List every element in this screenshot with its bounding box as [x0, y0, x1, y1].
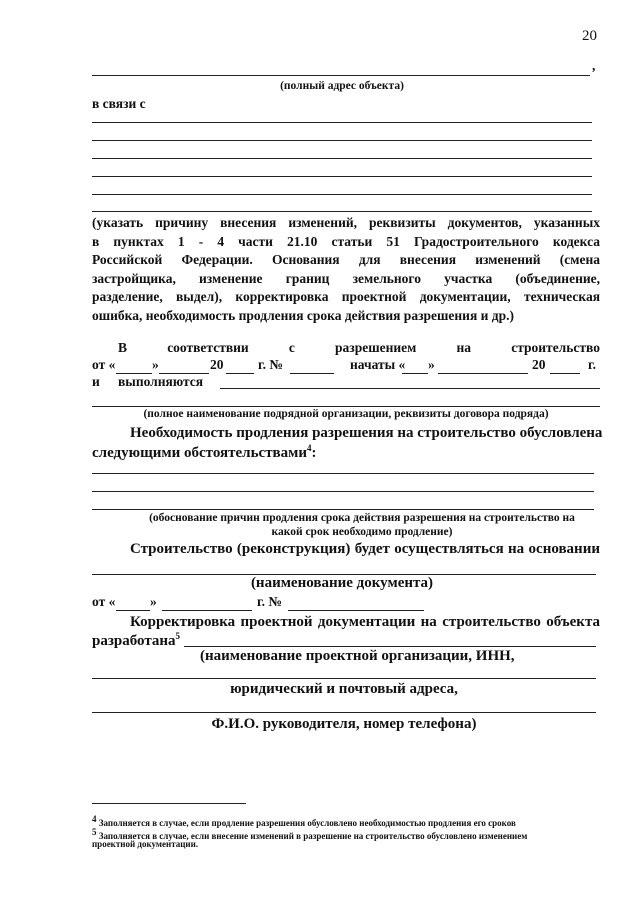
permit-quote-close: » [152, 357, 159, 372]
permit-number-line [290, 373, 334, 374]
footnote-5-num: 5 [92, 827, 97, 837]
extension-colon: : [311, 445, 317, 461]
reason-instructions-line: в пунктах 1 - 4 части 21.10 статьи 51 Градостроительного кодекса [92, 233, 600, 249]
permit-and: и [92, 374, 100, 389]
reason-instructions-line: разделение, выдел), корректировка проектной документации, техническая [92, 289, 600, 304]
reason-line-5 [92, 194, 592, 195]
permit-year-prefix: 20 [210, 357, 224, 372]
design-line-2 [92, 631, 180, 650]
address-line [92, 75, 590, 76]
extension-line-2 [92, 443, 317, 462]
design-caption-address: юридический и почтовый адреса, [230, 681, 458, 697]
construction-number-line [288, 610, 424, 611]
reason-line-1 [92, 122, 592, 123]
footnote-separator [92, 803, 246, 804]
extension-line-b [92, 491, 594, 492]
address-comma: , [592, 58, 596, 73]
permit-year-line [226, 373, 254, 374]
contractor-caption: (полное наименование подрядной организации, реквизиты договора подряда) [143, 408, 549, 420]
extension-caption-1: (обоснование причин продления срока действия разрешения на строительство на [149, 512, 575, 524]
extension-caption-2: какой срок необходимо продление) [271, 526, 453, 538]
address-caption: (полный адрес объекта) [280, 80, 404, 92]
design-caption-head: Ф.И.О. руководителя, номер телефона) [211, 716, 477, 732]
started-month-line [438, 373, 528, 374]
design-line-1: Корректировка проектной документации на строительство объекта [130, 614, 600, 630]
started-year-line [550, 373, 580, 374]
permit-word: с [288, 340, 295, 355]
started-quote-close: » [428, 357, 435, 372]
design-caption-org: (наименование проектной организации, ИНН, [200, 648, 515, 664]
started-g: г. [588, 357, 596, 372]
started-year-prefix: 20 [532, 357, 546, 372]
construction-date-line [162, 610, 252, 611]
construction-number-label: г. № [257, 594, 282, 609]
reason-line-2 [92, 140, 592, 141]
permit-performed: выполняются [118, 374, 204, 389]
construction-quote-close: » [150, 594, 157, 609]
footnote-5-text: Заполняется в случае, если внесение изменений в разрешение на строительство обусловлено изменением [98, 831, 528, 841]
permit-from: от « [92, 357, 116, 372]
permit-word: соответствии [167, 340, 249, 355]
footnote-5-cont: проектной документации. [92, 839, 199, 849]
construction-day-line [116, 610, 150, 611]
performed-line [220, 388, 600, 389]
page-number: 20 [582, 28, 597, 44]
reason-instructions-line: (указать причину внесения изменений, реквизиты документов, указанных [92, 215, 600, 230]
started-day-line [402, 373, 428, 374]
reason-instructions-line: ошибка, необходимость продления срока действия разрешения и др.) [92, 307, 514, 323]
construction-doc-caption: (наименование документа) [250, 575, 434, 591]
permit-word: разрешением [335, 340, 417, 355]
reason-line-6 [92, 211, 592, 212]
permit-word: на [456, 340, 472, 355]
footnote-ref-4: 4 [307, 443, 312, 453]
footnote-4-num: 4 [92, 814, 97, 824]
design-head-line [92, 712, 596, 713]
footnote-4-text: Заполняется в случае, если продление разрешения обусловлено необходимостью продления его сроков [98, 818, 516, 828]
permit-started: начаты « [350, 357, 406, 372]
construction-text: Строительство (реконструкция) будет осуществляться на основании [130, 541, 600, 557]
footnote-ref-5: 5 [175, 631, 181, 641]
design-address-line [92, 678, 596, 679]
contractor-line [92, 406, 600, 407]
reason-line-4 [92, 176, 592, 177]
construction-from: от « [92, 594, 116, 609]
reason-instructions [92, 214, 600, 325]
permit-words-row [118, 340, 600, 356]
extension-line-1: Необходимость продления разрешения на строительство обусловлена [130, 425, 603, 441]
design-org-line [184, 646, 596, 647]
extension-line-a [92, 473, 594, 474]
reason-line-3 [92, 158, 592, 159]
reason-instructions-line: Российской Федерации. Основания для внесения изменений (смена [92, 252, 600, 267]
permit-word: строительство [511, 340, 600, 355]
permit-number-label: г. № [258, 357, 283, 372]
design-line-2-text: разработана [92, 633, 176, 649]
reason-label: в связи с [92, 96, 146, 111]
permit-word: В [118, 340, 128, 355]
extension-line-c [92, 509, 594, 510]
reason-instructions-line: застройщика, изменение границ земельного участка (объединение, [92, 270, 600, 286]
extension-line-2-text: следующими обстоятельствами [92, 445, 308, 461]
